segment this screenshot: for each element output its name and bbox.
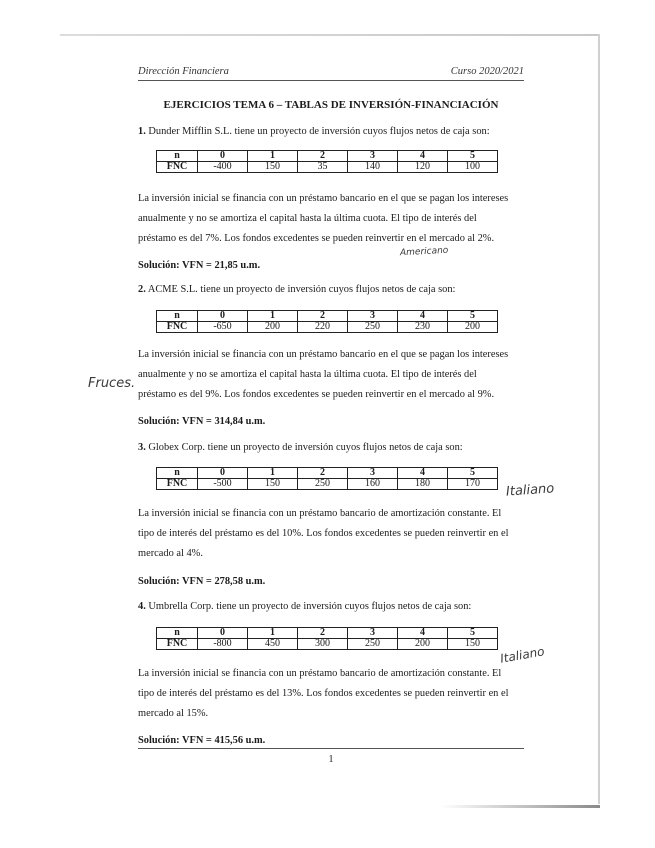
handwritten-note-italiano-1: Italiano — [505, 481, 555, 500]
exercise-3-intro — [138, 442, 524, 453]
header-course-year: Curso 2020/2021 — [450, 66, 524, 77]
handwritten-note-fruces: Fruces. — [88, 376, 136, 391]
period-cell: 2 — [298, 628, 348, 639]
exercise-4-number: 4. — [138, 601, 146, 612]
description-line: préstamo es del 7%. Los fondos excedentes se pueden reinvertir en el mercado al 2%. — [138, 233, 495, 244]
period-cell: 1 — [248, 628, 298, 639]
period-cell: 1 — [248, 311, 298, 322]
flow-cell: 300 — [298, 639, 348, 650]
description-line: tipo de interés del préstamo es del 10%. Los fondos excedentes se pueden reinvertir en el — [138, 528, 509, 539]
table-header-fnc: FNC — [157, 322, 198, 333]
table-row-periods — [157, 628, 498, 639]
table-row-periods — [157, 311, 498, 322]
flow-cell: 450 — [248, 639, 298, 650]
flow-cell: -400 — [198, 162, 248, 173]
page-edge-right — [598, 34, 600, 804]
handwritten-note-americano: Americano — [399, 245, 449, 259]
period-cell: 0 — [198, 151, 248, 162]
description-line: La inversión inicial se financia con un préstamo bancario de amortización constante. El — [138, 668, 502, 679]
table-header-fnc: FNC — [157, 162, 198, 173]
period-cell: 4 — [398, 468, 448, 479]
exercise-4-cashflow-table — [156, 627, 498, 650]
footer-rule — [138, 748, 524, 749]
flow-cell: 180 — [398, 479, 448, 490]
table-row-fnc — [157, 162, 498, 173]
period-cell: 0 — [198, 628, 248, 639]
table-row-periods — [157, 468, 498, 479]
exercise-4-description — [138, 664, 524, 724]
description-line: anualmente y no se amortiza el capital hasta la última cuota. El tipo de interés del — [138, 369, 477, 380]
flow-cell: 150 — [248, 479, 298, 490]
flow-cell: 170 — [448, 479, 498, 490]
flow-cell: 120 — [398, 162, 448, 173]
table-header-n: n — [157, 151, 198, 162]
page-number: 1 — [328, 754, 334, 765]
exercise-2-solution: Solución: VFN = 314,84 u.m. — [138, 416, 266, 427]
period-cell: 0 — [198, 311, 248, 322]
exercise-1-solution: Solución: VFN = 21,85 u.m. — [138, 260, 261, 271]
exercise-3-solution: Solución: VFN = 278,58 u.m. — [138, 576, 266, 587]
handwritten-note-italiano-2: Italiano — [499, 644, 546, 666]
flow-cell: 250 — [348, 322, 398, 333]
flow-cell: 220 — [298, 322, 348, 333]
description-line: préstamo es del 9%. Los fondos excedentes se pueden reinvertir en el mercado al 9%. — [138, 389, 495, 400]
flow-cell: 200 — [398, 639, 448, 650]
flow-cell: 35 — [298, 162, 348, 173]
period-cell: 1 — [248, 151, 298, 162]
flow-cell: 250 — [298, 479, 348, 490]
flow-cell: 200 — [448, 322, 498, 333]
exercise-2-cashflow-table — [156, 310, 498, 333]
flow-cell: 250 — [348, 639, 398, 650]
period-cell: 5 — [448, 468, 498, 479]
exercise-2-description — [138, 345, 524, 405]
description-line: La inversión inicial se financia con un préstamo bancario de amortización constante. El — [138, 508, 502, 519]
page-header — [138, 66, 524, 81]
period-cell: 3 — [348, 311, 398, 322]
document-title: EJERCICIOS TEMA 6 – TABLAS DE INVERSIÓN-FINANCIACIÓN — [163, 99, 499, 111]
period-cell: 3 — [348, 628, 398, 639]
description-line: anualmente y no se amortiza el capital hasta la última cuota. El tipo de interés del — [138, 213, 477, 224]
exercise-2-number: 2. — [138, 284, 146, 295]
exercise-1-number: 1. — [138, 126, 146, 137]
exercise-3-number: 3. — [138, 442, 146, 453]
table-header-n: n — [157, 311, 198, 322]
flow-cell: 140 — [348, 162, 398, 173]
flow-cell: 200 — [248, 322, 298, 333]
exercise-2-intro — [138, 284, 524, 295]
period-cell: 5 — [448, 628, 498, 639]
period-cell: 4 — [398, 151, 448, 162]
description-line: La inversión inicial se financia con un préstamo bancario en el que se pagan los intereses — [138, 349, 509, 360]
flow-cell: 150 — [248, 162, 298, 173]
exercise-1-intro — [138, 126, 524, 137]
table-header-n: n — [157, 628, 198, 639]
period-cell: 3 — [348, 151, 398, 162]
period-cell: 5 — [448, 311, 498, 322]
table-row-fnc — [157, 322, 498, 333]
exercise-3-description — [138, 504, 524, 564]
table-header-n: n — [157, 468, 198, 479]
flow-cell: 160 — [348, 479, 398, 490]
period-cell: 2 — [298, 151, 348, 162]
table-row-fnc — [157, 479, 498, 490]
flow-cell: -800 — [198, 639, 248, 650]
description-line: tipo de interés del préstamo es del 13%. Los fondos excedentes se pueden reinvertir en el — [138, 688, 509, 699]
header-course-name: Dirección Financiera — [138, 66, 229, 77]
period-cell: 4 — [398, 628, 448, 639]
table-header-fnc: FNC — [157, 639, 198, 650]
period-cell: 2 — [298, 311, 348, 322]
period-cell: 5 — [448, 151, 498, 162]
period-cell: 0 — [198, 468, 248, 479]
description-line: La inversión inicial se financia con un préstamo bancario en el que se pagan los intereses — [138, 193, 509, 204]
table-row-periods — [157, 151, 498, 162]
exercise-1-statement: Dunder Mifflin S.L. tiene un proyecto de inversión cuyos flujos netos de caja son: — [148, 126, 490, 137]
exercise-1-description — [138, 189, 524, 249]
table-row-fnc — [157, 639, 498, 650]
exercise-2-statement: ACME S.L. tiene un proyecto de inversión cuyos flujos netos de caja son: — [147, 284, 456, 295]
exercise-4-intro — [138, 601, 524, 612]
table-header-fnc: FNC — [157, 479, 198, 490]
period-cell: 4 — [398, 311, 448, 322]
flow-cell: -650 — [198, 322, 248, 333]
period-cell: 3 — [348, 468, 398, 479]
document-page — [138, 0, 524, 848]
period-cell: 2 — [298, 468, 348, 479]
exercise-1-cashflow-table — [156, 150, 498, 173]
exercise-3-statement: Globex Corp. tiene un proyecto de inversión cuyos flujos netos de caja son: — [148, 442, 463, 453]
exercise-3-cashflow-table — [156, 467, 498, 490]
period-cell: 1 — [248, 468, 298, 479]
exercise-4-statement: Umbrella Corp. tiene un proyecto de inversión cuyos flujos netos de caja son: — [148, 601, 472, 612]
flow-cell: -500 — [198, 479, 248, 490]
description-line: mercado al 15%. — [138, 708, 209, 719]
flow-cell: 150 — [448, 639, 498, 650]
exercise-4-solution: Solución: VFN = 415,56 u.m. — [138, 735, 266, 746]
flow-cell: 100 — [448, 162, 498, 173]
description-line: mercado al 4%. — [138, 548, 203, 559]
flow-cell: 230 — [398, 322, 448, 333]
